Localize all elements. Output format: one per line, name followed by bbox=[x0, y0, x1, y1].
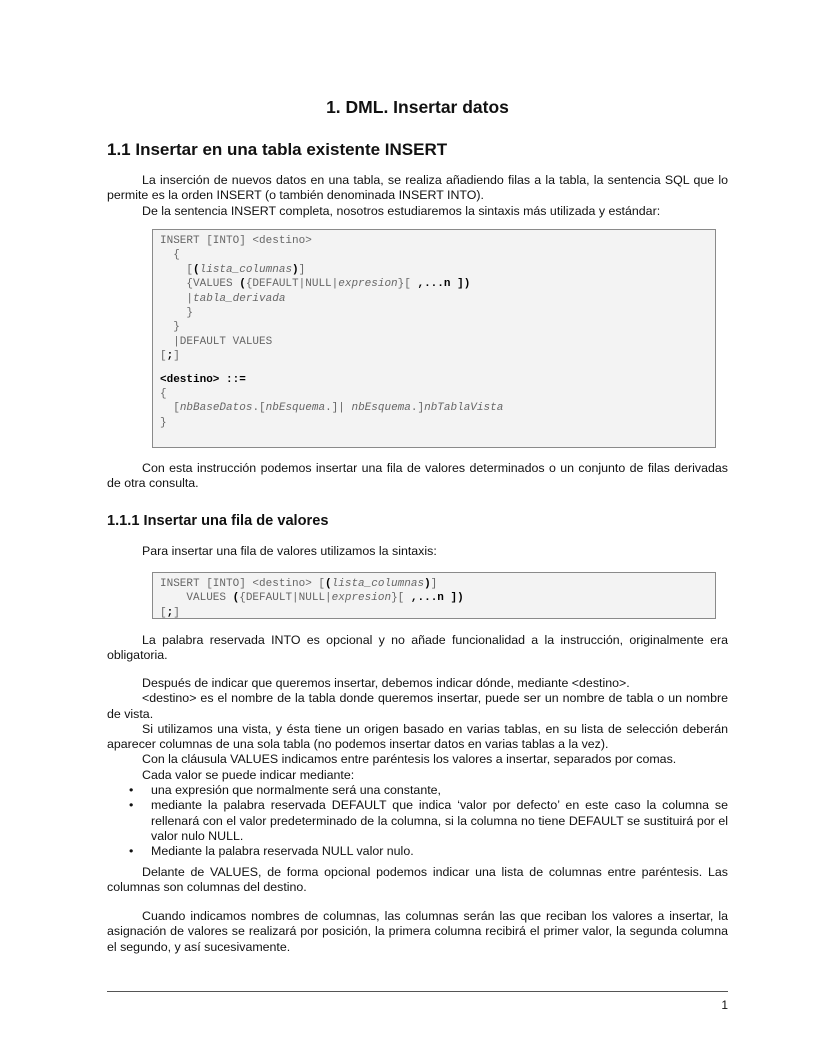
vista-paragraph: Si utilizamos una vista, y ésta tiene un origen basado en varias tablas, en su lista de selección deberán aparecer columnas de una sola tabla (no podemos insertar datos en varias tablas a la vez). bbox=[107, 721, 728, 752]
cada-paragraph: Cada valor se puede indicar mediante: bbox=[142, 767, 355, 782]
code-line: [nbBaseDatos.[nbEsquema.]| nbEsquema.]nbTablaVista bbox=[160, 402, 504, 415]
list-item: • mediante la palabra reservada DEFAULT que indica ‘valor por defecto’ en este caso la columna se rellenará con el valor predeterminado de la columna, si la columna no tiene DEFAULT se sustituirá por el valor nulo NULL. bbox=[129, 798, 728, 843]
page-number: 1 bbox=[721, 998, 728, 1012]
bullet-icon: • bbox=[129, 844, 134, 859]
intro-paragraph-2: De la sentencia INSERT completa, nosotros estudiaremos la sintaxis más utilizada y estándar: bbox=[142, 203, 661, 218]
code-line: { bbox=[160, 388, 167, 401]
sub-intro-block bbox=[107, 544, 728, 559]
code-line: INSERT [INTO] <destino> [(lista_columnas)] bbox=[160, 578, 438, 590]
syntax-code-block-insert bbox=[152, 229, 716, 448]
intro-paragraph-1: La inserción de nuevos datos en una tabla, se realiza añadiendo filas a la tabla, la sentencia SQL que lo permite es la orden INSERT (o también denominada INSERT INTO). bbox=[107, 173, 728, 203]
code-line: { bbox=[160, 249, 180, 262]
footer-divider bbox=[107, 991, 728, 992]
syntax-code-block-values bbox=[152, 572, 716, 619]
delante-block bbox=[107, 865, 728, 896]
list-item: • una expresión que normalmente será una constante, bbox=[129, 783, 441, 798]
subsection-heading: 1.1.1 Insertar una fila de valores bbox=[107, 513, 329, 529]
bullet-icon: • bbox=[129, 798, 134, 813]
value-options-list bbox=[107, 783, 728, 859]
after-code-block bbox=[107, 461, 728, 492]
list-item: • Mediante la palabra reservada NULL valor nulo. bbox=[129, 844, 414, 859]
code-line: } bbox=[160, 416, 167, 429]
code-line: |tabla_derivada bbox=[160, 292, 286, 305]
destino-paragraph-1: Después de indicar que queremos insertar, debemos indicar dónde, mediante <destino>. bbox=[142, 676, 630, 690]
values-paragraph: Con la cláusula VALUES indicamos entre paréntesis los valores a insertar, separados por comas. bbox=[142, 752, 677, 767]
cuando-block bbox=[107, 909, 728, 955]
code-line: } bbox=[160, 307, 194, 320]
code-line: <destino> ::= bbox=[160, 373, 246, 386]
into-paragraph: La palabra reservada INTO es opcional y no añade funcionalidad a la instrucción, originalmente era obligatoria. bbox=[107, 633, 728, 663]
bullet-icon: • bbox=[129, 783, 134, 798]
code-line: } bbox=[160, 321, 180, 334]
page-title: 1. DML. Insertar datos bbox=[326, 97, 509, 117]
code-line: [;] bbox=[160, 350, 180, 363]
cuando-paragraph: Cuando indicamos nombres de columnas, las columnas serán las que reciban los valores a insertar, la asignación de valores se realizará por posición, la primera columna recibirá el primer valor, la segunda columna el segundo, y así sucesivamente. bbox=[107, 909, 728, 954]
code-line: [(lista_columnas)] bbox=[160, 263, 306, 276]
code-line: {VALUES ({DEFAULT|NULL|expresion}[ ,...n ]) bbox=[160, 278, 471, 291]
sub-intro-paragraph: Para insertar una fila de valores utilizamos la sintaxis: bbox=[142, 544, 437, 558]
code-line: INSERT [INTO] <destino> bbox=[160, 235, 312, 247]
into-block bbox=[107, 633, 728, 664]
intro-block bbox=[107, 173, 728, 219]
destino-block bbox=[107, 676, 728, 860]
code-line: VALUES ({DEFAULT|NULL|expresion}[ ,...n ]) bbox=[160, 592, 464, 605]
destino-paragraph-2: <destino> es el nombre de la tabla donde queremos insertar, puede ser un nombre de tabla o un nombre de vista. bbox=[107, 691, 728, 721]
delante-paragraph: Delante de VALUES, de forma opcional podemos indicar una lista de columnas entre paréntesis. Las columnas son columnas del destino. bbox=[107, 865, 728, 895]
after-code-paragraph: Con esta instrucción podemos insertar una fila de valores determinados o un conjunto de filas derivadas de otra consulta. bbox=[107, 461, 728, 491]
code-line: [;] bbox=[160, 606, 180, 619]
section-heading: 1.1 Insertar en una tabla existente INSERT bbox=[107, 140, 448, 159]
code-line: |DEFAULT VALUES bbox=[160, 335, 273, 348]
